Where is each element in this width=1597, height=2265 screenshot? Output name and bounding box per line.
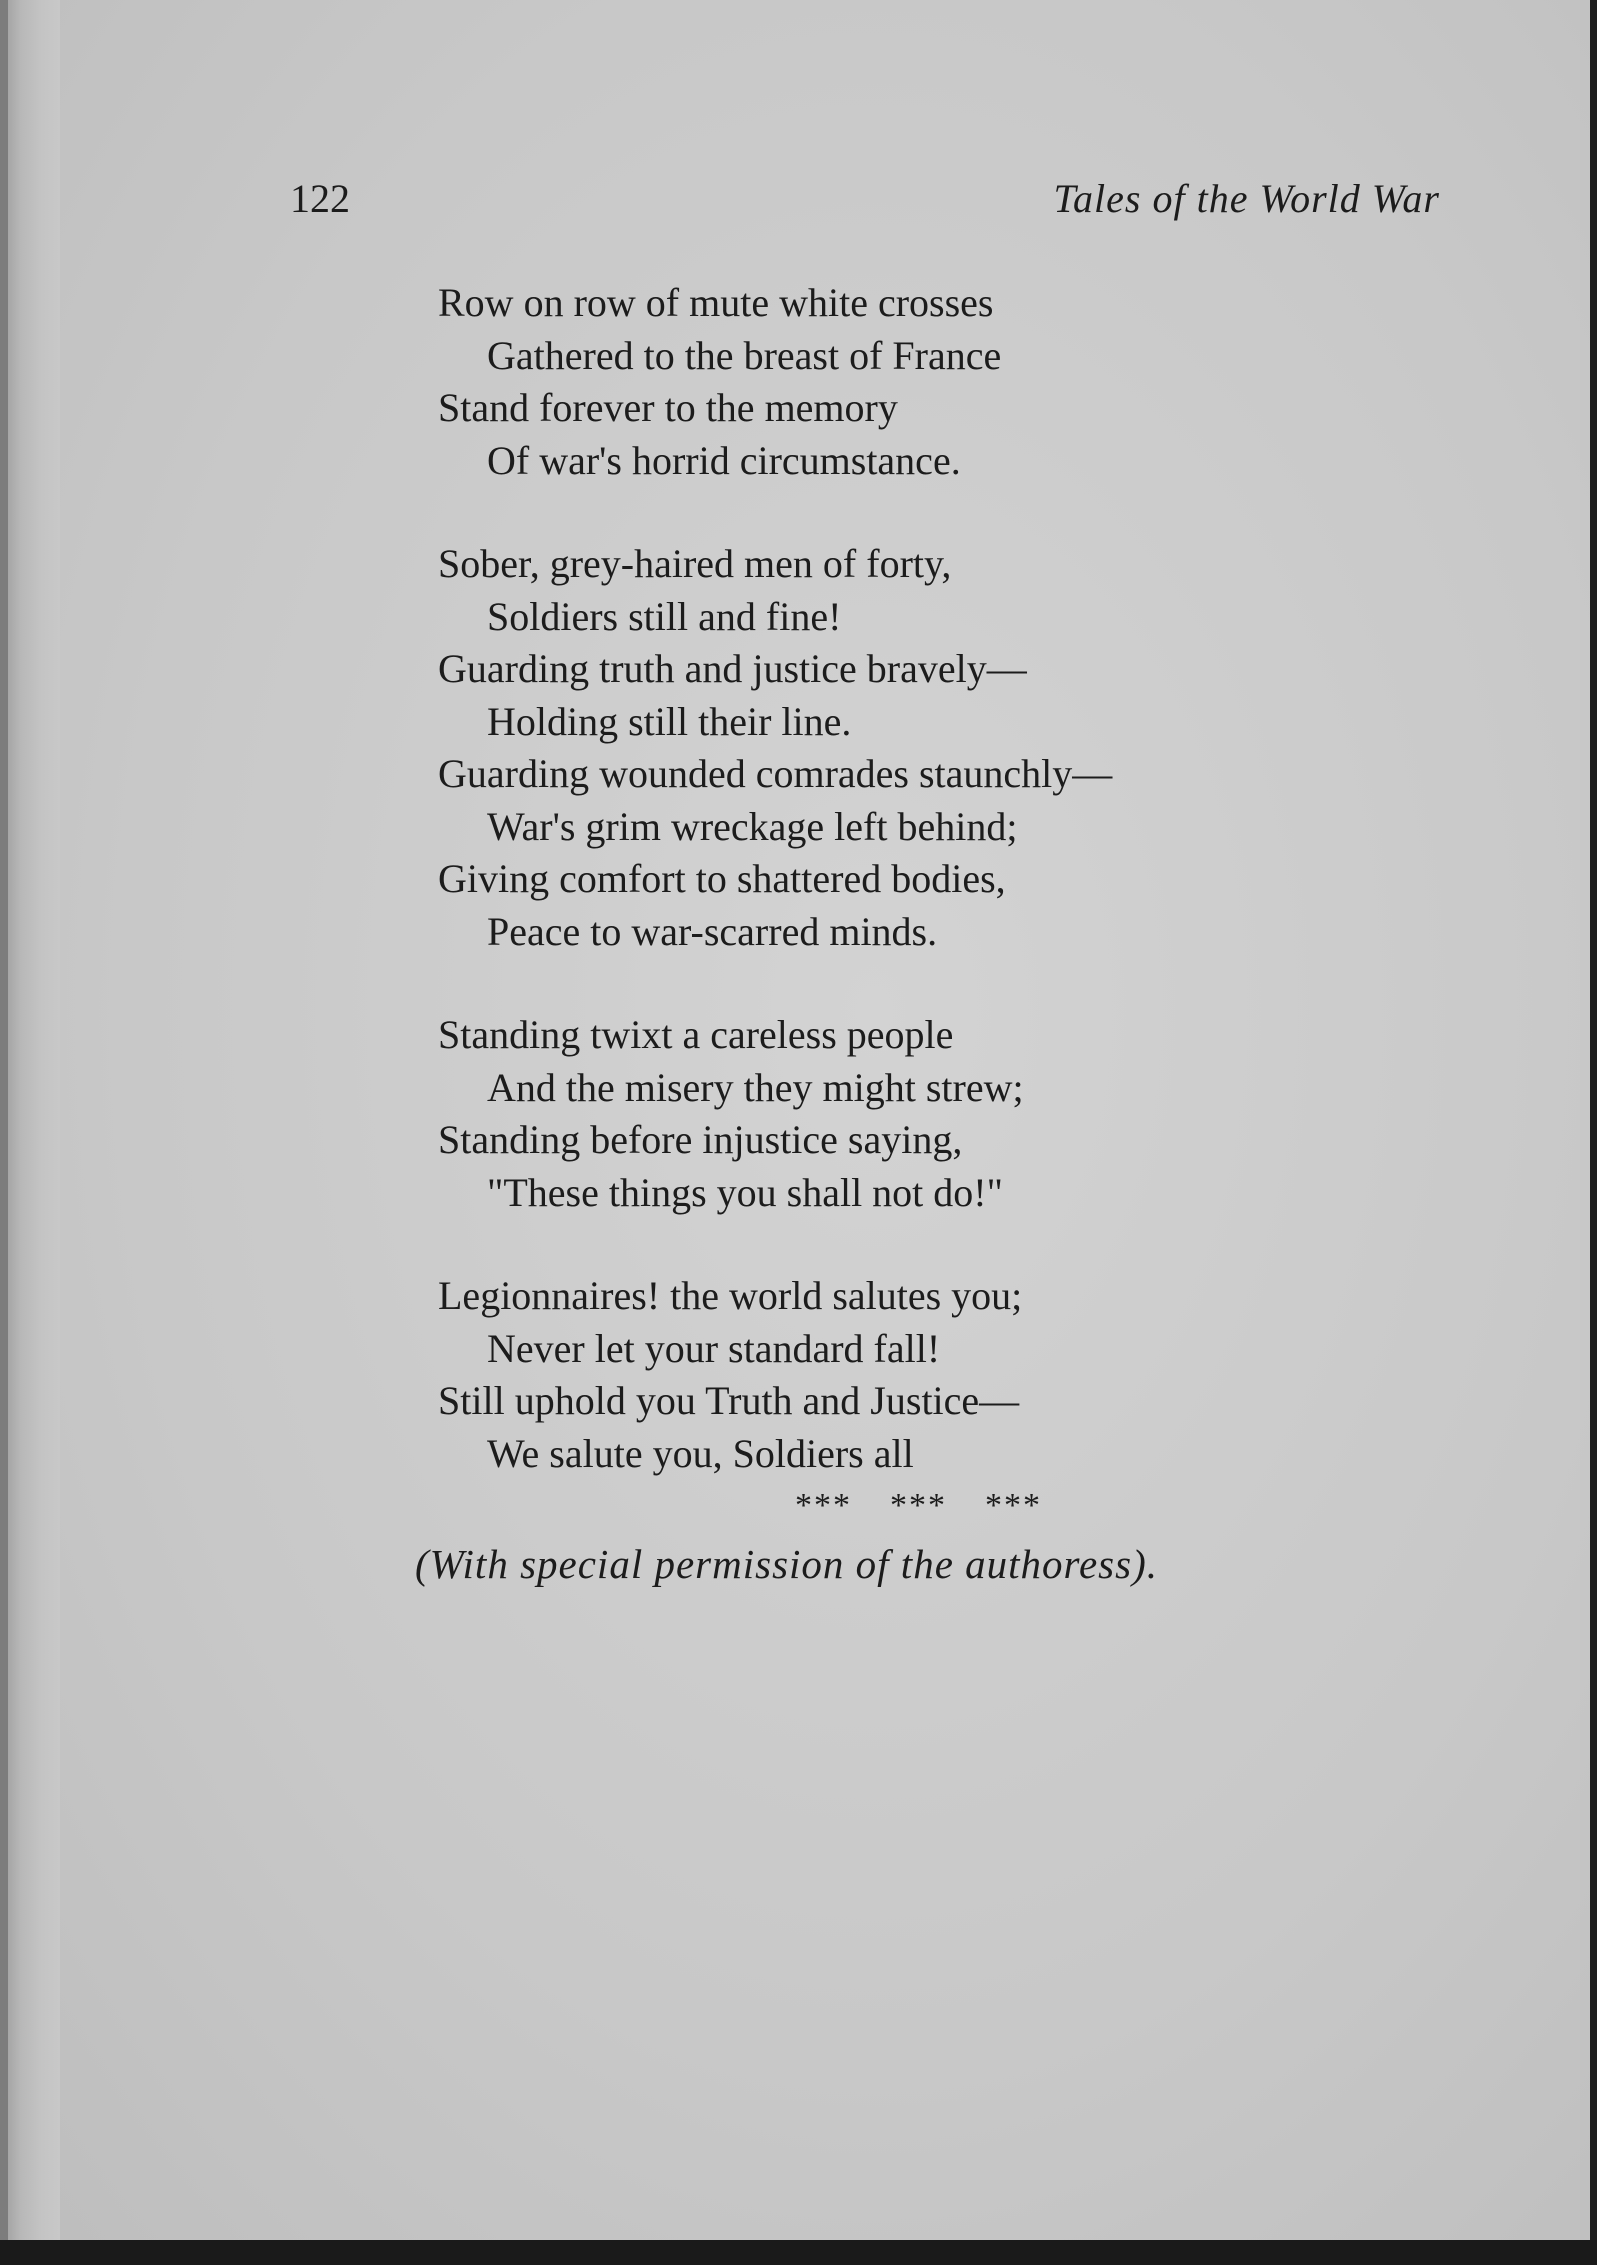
poem-line: Holding still their line. bbox=[487, 698, 852, 744]
separator-asterisks: *** bbox=[890, 1487, 947, 1524]
stanza bbox=[438, 538, 1438, 958]
poem-line: Never let your standard fall! bbox=[487, 1325, 941, 1371]
separator-asterisks: *** bbox=[795, 1487, 852, 1524]
poem-line: Standing before injustice saying, bbox=[438, 1117, 963, 1162]
running-title: Tales of the World War bbox=[1053, 176, 1440, 221]
poem-line: War's grim wreckage left behind; bbox=[487, 803, 1018, 849]
section-separator bbox=[795, 1487, 1080, 1525]
permission-credit: (With special permission of the authoress). bbox=[415, 1541, 1158, 1587]
poem-line: "These things you shall not do!" bbox=[487, 1169, 1003, 1215]
poem-line: Guarding truth and justice bravely— bbox=[438, 646, 1027, 691]
poem bbox=[438, 277, 1438, 1531]
poem-line: Stand forever to the memory bbox=[438, 385, 898, 430]
poem-line: Soldiers still and fine! bbox=[487, 593, 842, 639]
poem-line: Legionnaires! the world salutes you; bbox=[438, 1273, 1023, 1318]
stanza bbox=[438, 277, 1438, 487]
stanza bbox=[438, 1270, 1438, 1480]
stanza bbox=[438, 1009, 1438, 1219]
poem-line: Peace to war-scarred minds. bbox=[487, 908, 938, 954]
poem-line: Of war's horrid circumstance. bbox=[487, 437, 961, 483]
poem-line: Giving comfort to shattered bodies, bbox=[438, 856, 1006, 901]
page-number: 122 bbox=[290, 176, 350, 221]
poem-line: Row on row of mute white crosses bbox=[438, 280, 994, 325]
separator-asterisks: *** bbox=[985, 1487, 1042, 1524]
poem-line: Standing twixt a careless people bbox=[438, 1012, 954, 1057]
poem-line: Gathered to the breast of France bbox=[487, 332, 1002, 378]
book-spine-shadow bbox=[0, 0, 60, 2248]
poem-line: Sober, grey-haired men of forty, bbox=[438, 541, 952, 586]
page-bottom-edge bbox=[0, 2240, 1597, 2265]
spine-edge bbox=[0, 0, 8, 2248]
poem-line: And the misery they might strew; bbox=[487, 1064, 1024, 1110]
poem-line: Guarding wounded comrades staunchly— bbox=[438, 751, 1113, 796]
poem-line: We salute you, Soldiers all bbox=[487, 1430, 914, 1476]
poem-line: Still uphold you Truth and Justice— bbox=[438, 1378, 1020, 1423]
